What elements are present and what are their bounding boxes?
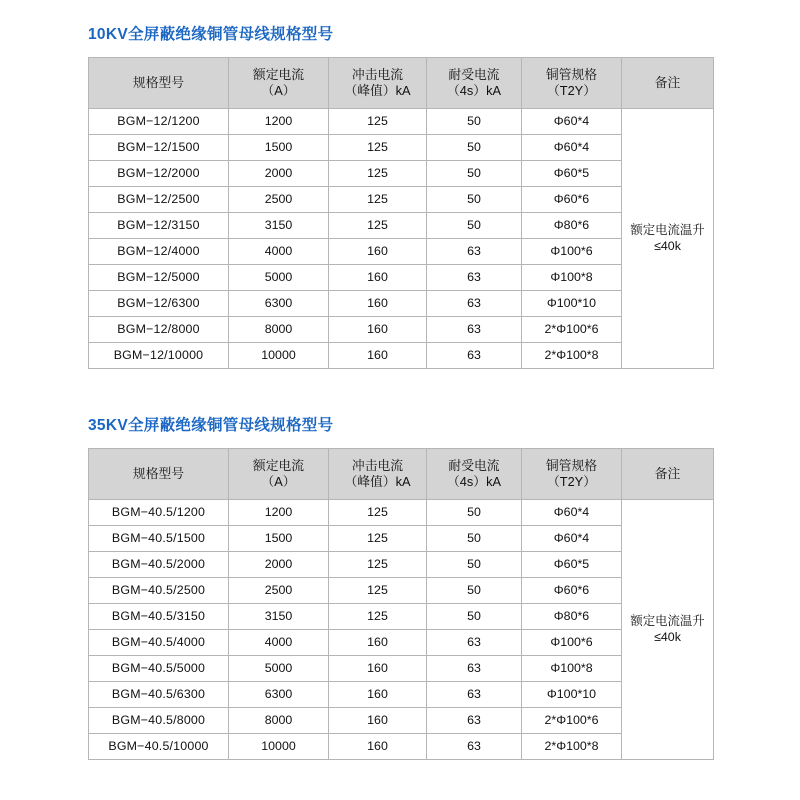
cell-impulse-current: 125	[329, 526, 427, 552]
cell-withstand-current: 63	[427, 656, 522, 682]
cell-copper-tube: 2*Φ100*6	[522, 708, 622, 734]
cell-withstand-current: 50	[427, 135, 522, 161]
col-header-impulse-current-line2: （峰值）kA	[344, 474, 411, 489]
cell-withstand-current: 63	[427, 291, 522, 317]
col-header-rated-current	[229, 58, 329, 109]
cell-model: BGM−12/2000	[89, 161, 229, 187]
remark-line2: ≤40k	[654, 238, 681, 253]
cell-withstand-current: 63	[427, 239, 522, 265]
cell-rated-current: 6300	[229, 291, 329, 317]
cell-copper-tube: Φ80*6	[522, 213, 622, 239]
cell-impulse-current: 125	[329, 161, 427, 187]
cell-withstand-current: 63	[427, 630, 522, 656]
table-row	[89, 213, 714, 239]
col-header-withstand-current-line2: （4s）kA	[446, 83, 502, 98]
cell-copper-tube: Φ60*4	[522, 500, 622, 526]
cell-model: BGM−12/1200	[89, 109, 229, 135]
cell-copper-tube: 2*Φ100*8	[522, 734, 622, 760]
col-header-rated-current-line2: （A）	[261, 474, 296, 489]
col-header-impulse-current	[329, 58, 427, 109]
cell-withstand-current: 50	[427, 604, 522, 630]
cell-copper-tube: Φ100*8	[522, 265, 622, 291]
cell-impulse-current: 160	[329, 708, 427, 734]
col-header-rated-current-line1: 额定电流	[252, 458, 305, 474]
section-title-35kv: 35KV全屏蔽绝缘铜管母线规格型号	[88, 417, 334, 434]
cell-rated-current: 2000	[229, 161, 329, 187]
cell-rated-current: 2000	[229, 552, 329, 578]
cell-impulse-current: 160	[329, 734, 427, 760]
cell-impulse-current: 125	[329, 552, 427, 578]
table-row	[89, 734, 714, 760]
col-header-model	[89, 449, 229, 500]
cell-withstand-current: 50	[427, 526, 522, 552]
cell-rated-current: 2500	[229, 578, 329, 604]
cell-copper-tube: Φ100*10	[522, 291, 622, 317]
cell-impulse-current: 125	[329, 109, 427, 135]
cell-impulse-current: 125	[329, 135, 427, 161]
cell-impulse-current: 125	[329, 500, 427, 526]
cell-rated-current: 4000	[229, 630, 329, 656]
cell-rated-current: 1200	[229, 109, 329, 135]
spec-table-10kv	[88, 57, 714, 369]
cell-model: BGM−12/3150	[89, 213, 229, 239]
cell-impulse-current: 160	[329, 343, 427, 369]
cell-model: BGM−40.5/1200	[89, 500, 229, 526]
cell-model: BGM−12/5000	[89, 265, 229, 291]
cell-withstand-current: 50	[427, 500, 522, 526]
col-header-copper-tube-line1: 铜管规格	[545, 458, 598, 474]
cell-copper-tube: Φ60*6	[522, 187, 622, 213]
table-body	[89, 500, 714, 760]
table-row	[89, 552, 714, 578]
col-header-copper-tube-line2: （T2Y）	[546, 474, 597, 489]
table-row	[89, 135, 714, 161]
cell-rated-current: 10000	[229, 734, 329, 760]
spec-section-35kv	[0, 413, 800, 760]
table-row	[89, 187, 714, 213]
cell-withstand-current: 50	[427, 578, 522, 604]
col-header-model-line1: 规格型号	[132, 466, 185, 481]
cell-model: BGM−12/8000	[89, 317, 229, 343]
col-header-rated-current-line1: 额定电流	[252, 67, 305, 83]
col-header-copper-tube-line1: 铜管规格	[545, 67, 598, 83]
cell-model: BGM−12/4000	[89, 239, 229, 265]
cell-rated-current: 1500	[229, 526, 329, 552]
table-body	[89, 109, 714, 369]
cell-impulse-current: 160	[329, 656, 427, 682]
table-row	[89, 109, 714, 135]
table-header	[89, 58, 714, 109]
table-row	[89, 526, 714, 552]
col-header-remark	[622, 58, 714, 109]
cell-model: BGM−12/6300	[89, 291, 229, 317]
spec-table-35kv	[88, 448, 714, 760]
col-header-withstand-current-line1: 耐受电流	[448, 458, 500, 474]
cell-impulse-current: 160	[329, 630, 427, 656]
cell-model: BGM−40.5/10000	[89, 734, 229, 760]
cell-copper-tube: 2*Φ100*6	[522, 317, 622, 343]
col-header-impulse-current-line1: 冲击电流	[351, 67, 404, 83]
table-row	[89, 708, 714, 734]
table-header-row	[89, 58, 714, 109]
cell-rated-current: 8000	[229, 708, 329, 734]
col-header-impulse-current-line2: （峰值）kA	[344, 83, 411, 98]
col-header-remark	[622, 449, 714, 500]
col-header-remark-line1: 备注	[654, 466, 681, 481]
table-row	[89, 343, 714, 369]
cell-rated-current: 1200	[229, 500, 329, 526]
table-row	[89, 656, 714, 682]
cell-rated-current: 8000	[229, 317, 329, 343]
col-header-impulse-current	[329, 449, 427, 500]
table-row	[89, 317, 714, 343]
cell-copper-tube: Φ100*10	[522, 682, 622, 708]
cell-model: BGM−40.5/3150	[89, 604, 229, 630]
table-row	[89, 500, 714, 526]
cell-rated-current: 6300	[229, 682, 329, 708]
cell-rated-current: 2500	[229, 187, 329, 213]
cell-model: BGM−40.5/2500	[89, 578, 229, 604]
cell-withstand-current: 50	[427, 161, 522, 187]
cell-rated-current: 3150	[229, 604, 329, 630]
col-header-rated-current	[229, 449, 329, 500]
cell-copper-tube: Φ60*4	[522, 109, 622, 135]
section-title-10kv: 10KV全屏蔽绝缘铜管母线规格型号	[88, 26, 334, 43]
table-row	[89, 265, 714, 291]
cell-copper-tube: Φ100*6	[522, 239, 622, 265]
table-header-row	[89, 449, 714, 500]
col-header-model-line1: 规格型号	[132, 75, 185, 90]
cell-rated-current: 10000	[229, 343, 329, 369]
cell-withstand-current: 63	[427, 343, 522, 369]
cell-impulse-current: 125	[329, 213, 427, 239]
remark-line1: 额定电流温升	[630, 614, 705, 628]
cell-impulse-current: 160	[329, 317, 427, 343]
col-header-model	[89, 58, 229, 109]
cell-rated-current: 3150	[229, 213, 329, 239]
cell-copper-tube: Φ60*5	[522, 552, 622, 578]
col-header-withstand-current-line1: 耐受电流	[448, 67, 500, 83]
cell-rated-current: 4000	[229, 239, 329, 265]
cell-impulse-current: 125	[329, 578, 427, 604]
cell-withstand-current: 50	[427, 109, 522, 135]
cell-model: BGM−12/2500	[89, 187, 229, 213]
col-header-withstand-current-line2: （4s）kA	[446, 474, 502, 489]
cell-model: BGM−12/10000	[89, 343, 229, 369]
col-header-withstand-current	[427, 449, 522, 500]
col-header-remark-line1: 备注	[654, 75, 681, 90]
cell-model: BGM−12/1500	[89, 135, 229, 161]
cell-withstand-current: 50	[427, 213, 522, 239]
cell-remark	[622, 500, 714, 760]
col-header-withstand-current	[427, 58, 522, 109]
cell-copper-tube: Φ100*6	[522, 630, 622, 656]
remark-line1: 额定电流温升	[630, 223, 705, 237]
cell-impulse-current: 160	[329, 682, 427, 708]
cell-impulse-current: 160	[329, 291, 427, 317]
table-row	[89, 682, 714, 708]
table-row	[89, 239, 714, 265]
spec-section-10kv	[0, 22, 800, 369]
table-row	[89, 604, 714, 630]
cell-model: BGM−40.5/2000	[89, 552, 229, 578]
cell-copper-tube: Φ80*6	[522, 604, 622, 630]
cell-withstand-current: 63	[427, 708, 522, 734]
cell-copper-tube: Φ60*6	[522, 578, 622, 604]
cell-copper-tube: Φ60*5	[522, 161, 622, 187]
col-header-copper-tube	[522, 58, 622, 109]
table-row	[89, 578, 714, 604]
cell-model: BGM−40.5/8000	[89, 708, 229, 734]
cell-withstand-current: 50	[427, 187, 522, 213]
cell-copper-tube: Φ60*4	[522, 135, 622, 161]
cell-withstand-current: 63	[427, 682, 522, 708]
remark-line2: ≤40k	[654, 629, 681, 644]
cell-remark	[622, 109, 714, 369]
table-header	[89, 449, 714, 500]
cell-model: BGM−40.5/1500	[89, 526, 229, 552]
cell-rated-current: 1500	[229, 135, 329, 161]
cell-impulse-current: 160	[329, 239, 427, 265]
col-header-impulse-current-line1: 冲击电流	[351, 458, 404, 474]
cell-impulse-current: 160	[329, 265, 427, 291]
cell-copper-tube: Φ60*4	[522, 526, 622, 552]
col-header-copper-tube-line2: （T2Y）	[546, 83, 597, 98]
table-row	[89, 161, 714, 187]
cell-rated-current: 5000	[229, 656, 329, 682]
cell-withstand-current: 63	[427, 317, 522, 343]
cell-rated-current: 5000	[229, 265, 329, 291]
cell-withstand-current: 50	[427, 552, 522, 578]
table-row	[89, 630, 714, 656]
col-header-rated-current-line2: （A）	[261, 83, 296, 98]
cell-model: BGM−40.5/6300	[89, 682, 229, 708]
table-row	[89, 291, 714, 317]
cell-model: BGM−40.5/5000	[89, 656, 229, 682]
cell-copper-tube: Φ100*8	[522, 656, 622, 682]
col-header-copper-tube	[522, 449, 622, 500]
cell-withstand-current: 63	[427, 734, 522, 760]
cell-impulse-current: 125	[329, 187, 427, 213]
cell-withstand-current: 63	[427, 265, 522, 291]
cell-copper-tube: 2*Φ100*8	[522, 343, 622, 369]
cell-model: BGM−40.5/4000	[89, 630, 229, 656]
cell-impulse-current: 125	[329, 604, 427, 630]
